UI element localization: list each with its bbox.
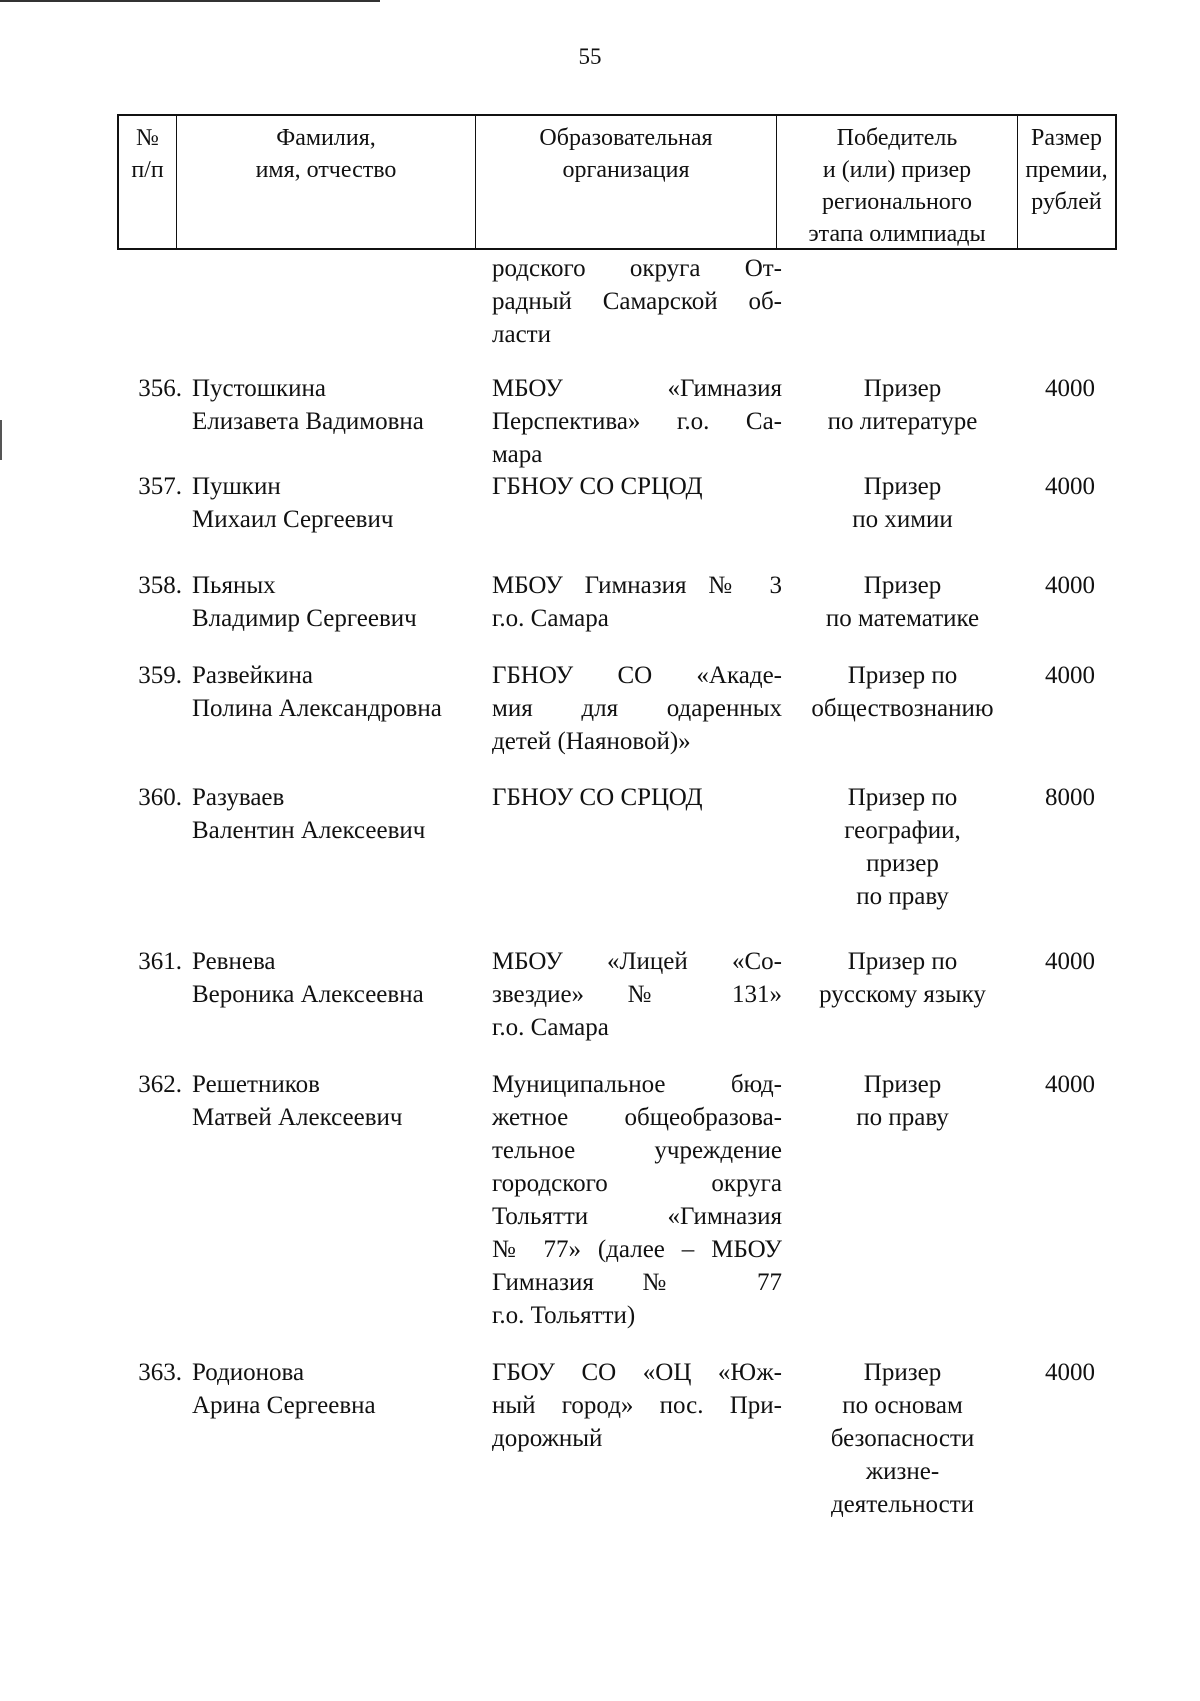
- row-award: Призер по обществознанию: [811, 662, 994, 722]
- row-award: Призер по химии: [852, 473, 953, 533]
- continuation-row: [117, 252, 1117, 351]
- row-number: 360.: [138, 784, 182, 811]
- row-prize: 4000: [1045, 662, 1095, 689]
- row-prize: 4000: [1045, 1359, 1095, 1386]
- row-org: ГБНОУ СО СРЦОД: [492, 784, 703, 811]
- row-award: Призер по литературе: [827, 375, 978, 435]
- table-row: [117, 372, 1117, 471]
- row-prize: 4000: [1045, 948, 1095, 975]
- table-header: [117, 114, 1117, 250]
- table-row: [117, 1068, 1117, 1332]
- row-prize: 4000: [1045, 375, 1095, 402]
- top-edge-line: [0, 0, 380, 2]
- row-name: Пушкин Михаил Сергеевич: [192, 473, 394, 533]
- row-number: 356.: [138, 375, 182, 402]
- row-org: МБОУ Гимназия № 3 г.о. Самара: [492, 572, 782, 632]
- row-award: Призер по математике: [825, 572, 980, 632]
- row-org: ГБОУ СО «ОЦ «Юж- ный город» пос. При- дорожный: [492, 1359, 782, 1452]
- left-edge-mark: [0, 420, 2, 460]
- row-number: 361.: [138, 948, 182, 975]
- row-award: Призер по географии, призер по праву: [844, 784, 961, 910]
- row-number: 363.: [138, 1359, 182, 1386]
- row-number: 362.: [138, 1071, 182, 1098]
- header-name: Фамилия, имя, отчество: [177, 116, 476, 248]
- header-num: № п/п: [119, 116, 177, 248]
- page-number: 55: [578, 44, 602, 69]
- row-org: ГБНОУ СО «Акаде- мия для одаренных детей (Наяновой)»: [492, 662, 782, 755]
- row-name: Ревнева Вероника Алексеевна: [192, 948, 424, 1008]
- row-org: ГБНОУ СО СРЦОД: [492, 473, 703, 500]
- table-row: [117, 1356, 1117, 1521]
- row-name: Пустошкина Елизавета Вадимовна: [192, 375, 424, 435]
- row-org: Муниципальное бюд- жетное общеобразова- тельное учреждение городского округа Тольятти «Гимназия № 77» (далее – МБОУ Гимназия № 77 г.о. Тольятти): [492, 1071, 782, 1329]
- continuation-org: родского округа От- радный Самарской об- ласти: [492, 255, 782, 348]
- header-org: Образовательная организация: [476, 116, 777, 248]
- header-prize: Размер премии, рублей: [1025, 125, 1108, 215]
- table-row: [117, 781, 1117, 913]
- table-row: [117, 659, 1117, 758]
- row-number: 357.: [138, 473, 182, 500]
- row-number: 358.: [138, 572, 182, 599]
- row-org: МБОУ «Гимназия Перспектива» г.о. Са- мара: [492, 375, 782, 468]
- row-name: Пьяных Владимир Сергеевич: [192, 572, 417, 632]
- row-name: Развейкина Полина Александровна: [192, 662, 442, 722]
- row-number: 359.: [138, 662, 182, 689]
- row-prize: 4000: [1045, 473, 1095, 500]
- row-name: Родионова Арина Сергеевна: [192, 1359, 376, 1419]
- header-award: Победитель и (или) призер регионального этапа олимпиады: [777, 116, 1018, 248]
- row-name: Разуваев Валентин Алексеевич: [192, 784, 426, 844]
- row-prize: 8000: [1045, 784, 1095, 811]
- row-award: Призер по русскому языку: [819, 948, 986, 1008]
- row-org: МБОУ «Лицей «Со- звездие» № 131» г.о. Самара: [492, 948, 782, 1041]
- row-award: Призер по основам безопасности жизне- деятельности: [830, 1359, 975, 1518]
- row-prize: 4000: [1045, 1071, 1095, 1098]
- row-award: Призер по праву: [856, 1071, 949, 1131]
- table-row: [117, 569, 1117, 635]
- table-row: [117, 945, 1117, 1044]
- row-prize: 4000: [1045, 572, 1095, 599]
- row-name: Решетников Матвей Алексеевич: [192, 1071, 403, 1131]
- table-row: [117, 470, 1117, 536]
